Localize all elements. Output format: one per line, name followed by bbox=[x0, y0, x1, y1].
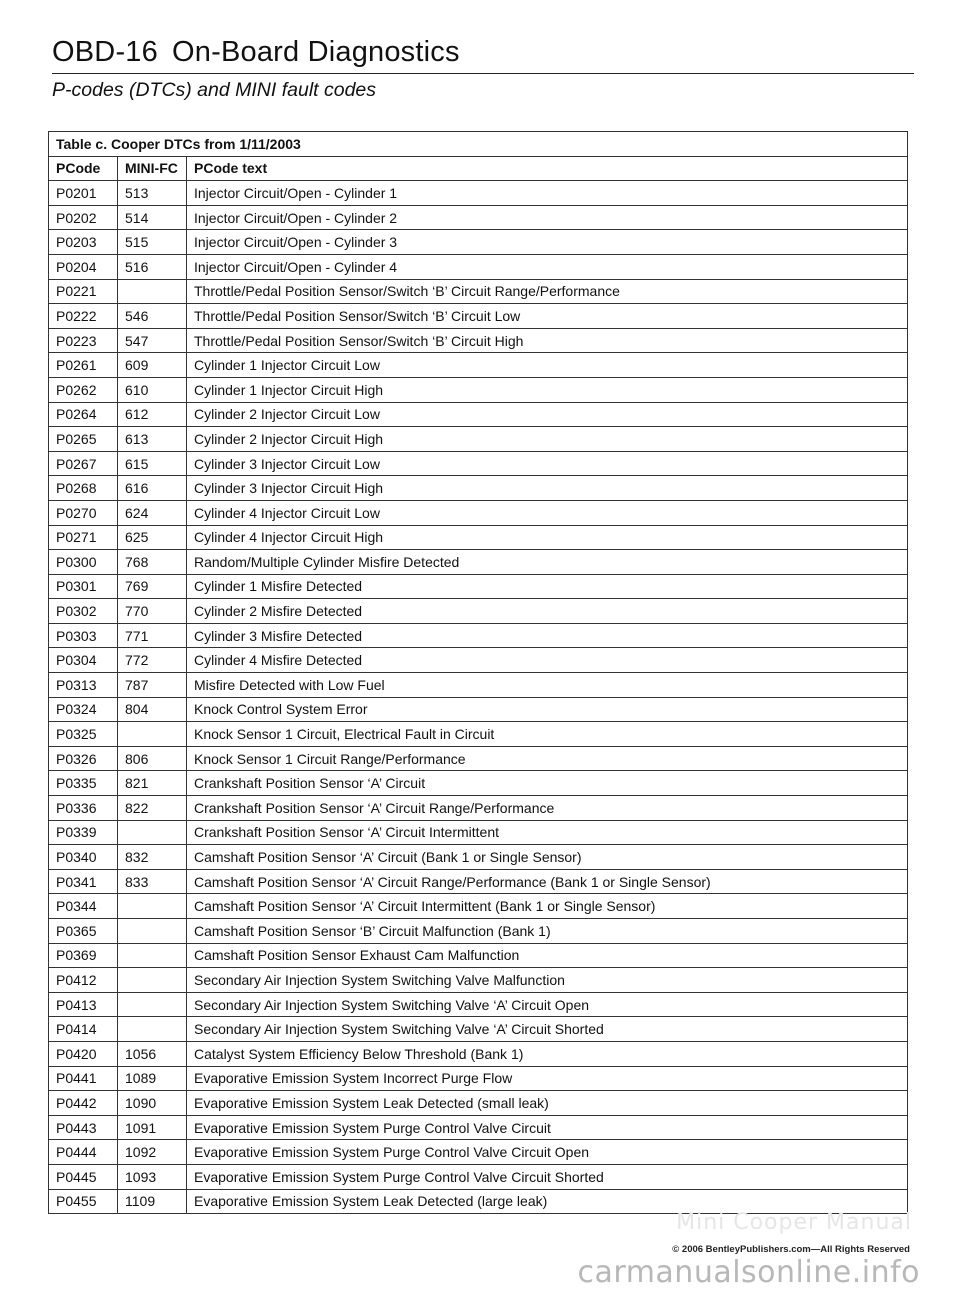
cell-pcode: P0444 bbox=[49, 1140, 118, 1165]
cell-pcode: P0223 bbox=[49, 328, 118, 353]
cell-pcode: P0202 bbox=[49, 205, 118, 230]
cell-pcode-text: Evaporative Emission System Purge Control Valve Circuit Shorted bbox=[187, 1164, 908, 1189]
table-row bbox=[49, 205, 908, 230]
cell-pcode-text: Evaporative Emission System Leak Detected (small leak) bbox=[187, 1091, 908, 1116]
cell-mini-fc: 513 bbox=[118, 181, 187, 206]
table-row bbox=[49, 599, 908, 624]
table-row bbox=[49, 771, 908, 796]
cell-pcode: P0270 bbox=[49, 500, 118, 525]
section-number: OBD-16 bbox=[52, 36, 158, 68]
page-subtitle: P-codes (DTCs) and MINI fault codes bbox=[52, 79, 377, 101]
cell-mini-fc: 514 bbox=[118, 205, 187, 230]
cell-pcode: P0365 bbox=[49, 919, 118, 944]
table-row bbox=[49, 353, 908, 378]
cell-pcode-text: Injector Circuit/Open - Cylinder 4 bbox=[187, 254, 908, 279]
cell-mini-fc: 822 bbox=[118, 796, 187, 821]
cell-pcode: P0420 bbox=[49, 1041, 118, 1066]
cell-pcode-text: Secondary Air Injection System Switching Valve ‘A’ Circuit Open bbox=[187, 992, 908, 1017]
cell-mini-fc: 625 bbox=[118, 525, 187, 550]
cell-pcode-text: Crankshaft Position Sensor ‘A’ Circuit Range/Performance bbox=[187, 796, 908, 821]
cell-pcode-text: Cylinder 3 Injector Circuit High bbox=[187, 476, 908, 501]
cell-mini-fc: 547 bbox=[118, 328, 187, 353]
cell-pcode-text: Cylinder 3 Injector Circuit Low bbox=[187, 451, 908, 476]
cell-mini-fc: 609 bbox=[118, 353, 187, 378]
cell-pcode: P0341 bbox=[49, 869, 118, 894]
cell-pcode: P0201 bbox=[49, 181, 118, 206]
cell-mini-fc: 1056 bbox=[118, 1041, 187, 1066]
table-row bbox=[49, 1017, 908, 1042]
cell-pcode: P0204 bbox=[49, 254, 118, 279]
cell-pcode: P0262 bbox=[49, 377, 118, 402]
cell-pcode-text: Camshaft Position Sensor ‘A’ Circuit Range/Performance (Bank 1 or Single Sensor) bbox=[187, 869, 908, 894]
cell-pcode-text: Camshaft Position Sensor Exhaust Cam Malfunction bbox=[187, 943, 908, 968]
cell-pcode-text: Cylinder 1 Injector Circuit High bbox=[187, 377, 908, 402]
cell-pcode: P0339 bbox=[49, 820, 118, 845]
cell-pcode-text: Throttle/Pedal Position Sensor/Switch ‘B’ Circuit Low bbox=[187, 304, 908, 329]
cell-mini-fc bbox=[118, 919, 187, 944]
cell-mini-fc: 1092 bbox=[118, 1140, 187, 1165]
table-row bbox=[49, 943, 908, 968]
table-row bbox=[49, 845, 908, 870]
header-divider bbox=[52, 73, 914, 74]
table-row bbox=[49, 697, 908, 722]
cell-pcode: P0336 bbox=[49, 796, 118, 821]
cell-mini-fc: 624 bbox=[118, 500, 187, 525]
cell-pcode: P0340 bbox=[49, 845, 118, 870]
table-row bbox=[49, 230, 908, 255]
table-row bbox=[49, 500, 908, 525]
table-row bbox=[49, 377, 908, 402]
cell-mini-fc: 1109 bbox=[118, 1189, 187, 1214]
cell-pcode: P0222 bbox=[49, 304, 118, 329]
table-row bbox=[49, 1091, 908, 1116]
table-caption-row bbox=[49, 132, 908, 157]
cell-pcode: P0324 bbox=[49, 697, 118, 722]
table-row bbox=[49, 574, 908, 599]
table-row bbox=[49, 328, 908, 353]
cell-pcode-text: Camshaft Position Sensor ‘A’ Circuit Intermittent (Bank 1 or Single Sensor) bbox=[187, 894, 908, 919]
table-row bbox=[49, 550, 908, 575]
cell-mini-fc bbox=[118, 722, 187, 747]
cell-pcode-text: Knock Sensor 1 Circuit, Electrical Fault in Circuit bbox=[187, 722, 908, 747]
site-stamp: carmanualsonline.info bbox=[577, 1255, 920, 1290]
table-row bbox=[49, 992, 908, 1017]
table-row bbox=[49, 476, 908, 501]
table-row bbox=[49, 1140, 908, 1165]
section-title: On-Board Diagnostics bbox=[172, 36, 460, 68]
cell-pcode: P0344 bbox=[49, 894, 118, 919]
cell-mini-fc: 613 bbox=[118, 427, 187, 452]
table-row bbox=[49, 919, 908, 944]
cell-mini-fc: 515 bbox=[118, 230, 187, 255]
table-row bbox=[49, 427, 908, 452]
table-row bbox=[49, 451, 908, 476]
cell-pcode-text: Camshaft Position Sensor ‘A’ Circuit (Bank 1 or Single Sensor) bbox=[187, 845, 908, 870]
table-row bbox=[49, 746, 908, 771]
cell-mini-fc: 787 bbox=[118, 673, 187, 698]
table-row bbox=[49, 1115, 908, 1140]
table-caption: Table c. Cooper DTCs from 1/11/2003 bbox=[49, 132, 908, 157]
cell-pcode-text: Crankshaft Position Sensor ‘A’ Circuit bbox=[187, 771, 908, 796]
cell-pcode: P0369 bbox=[49, 943, 118, 968]
cell-pcode-text: Knock Sensor 1 Circuit Range/Performance bbox=[187, 746, 908, 771]
cell-pcode-text: Cylinder 4 Injector Circuit High bbox=[187, 525, 908, 550]
cell-pcode: P0264 bbox=[49, 402, 118, 427]
cell-pcode-text: Cylinder 1 Injector Circuit Low bbox=[187, 353, 908, 378]
cell-pcode-text: Evaporative Emission System Purge Control Valve Circuit bbox=[187, 1115, 908, 1140]
cell-pcode-text: Random/Multiple Cylinder Misfire Detected bbox=[187, 550, 908, 575]
watermark-text: Mini Cooper Manual bbox=[676, 1210, 912, 1235]
cell-pcode-text: Evaporative Emission System Purge Control Valve Circuit Open bbox=[187, 1140, 908, 1165]
cell-pcode: P0300 bbox=[49, 550, 118, 575]
cell-pcode-text: Throttle/Pedal Position Sensor/Switch ‘B’ Circuit Range/Performance bbox=[187, 279, 908, 304]
cell-mini-fc bbox=[118, 1017, 187, 1042]
table-row bbox=[49, 820, 908, 845]
cell-mini-fc: 1093 bbox=[118, 1164, 187, 1189]
cell-mini-fc bbox=[118, 820, 187, 845]
cell-pcode: P0445 bbox=[49, 1164, 118, 1189]
cell-mini-fc bbox=[118, 894, 187, 919]
cell-pcode: P0302 bbox=[49, 599, 118, 624]
cell-mini-fc: 1091 bbox=[118, 1115, 187, 1140]
cell-mini-fc: 821 bbox=[118, 771, 187, 796]
cell-pcode-text: Camshaft Position Sensor ‘B’ Circuit Malfunction (Bank 1) bbox=[187, 919, 908, 944]
table-row bbox=[49, 894, 908, 919]
cell-pcode-text: Cylinder 3 Misfire Detected bbox=[187, 623, 908, 648]
cell-pcode: P0412 bbox=[49, 968, 118, 993]
cell-pcode: P0221 bbox=[49, 279, 118, 304]
cell-pcode-text: Cylinder 2 Misfire Detected bbox=[187, 599, 908, 624]
cell-mini-fc bbox=[118, 279, 187, 304]
cell-pcode: P0303 bbox=[49, 623, 118, 648]
cell-mini-fc: 804 bbox=[118, 697, 187, 722]
table-row bbox=[49, 623, 908, 648]
cell-mini-fc: 771 bbox=[118, 623, 187, 648]
cell-pcode-text: Cylinder 1 Misfire Detected bbox=[187, 574, 908, 599]
cell-pcode: P0261 bbox=[49, 353, 118, 378]
cell-pcode-text: Misfire Detected with Low Fuel bbox=[187, 673, 908, 698]
cell-pcode-text: Evaporative Emission System Leak Detected (large leak) bbox=[187, 1189, 908, 1214]
cell-pcode-text: Cylinder 2 Injector Circuit High bbox=[187, 427, 908, 452]
cell-pcode-text: Throttle/Pedal Position Sensor/Switch ‘B’ Circuit High bbox=[187, 328, 908, 353]
cell-mini-fc: 769 bbox=[118, 574, 187, 599]
cell-pcode: P0441 bbox=[49, 1066, 118, 1091]
cell-pcode: P0304 bbox=[49, 648, 118, 673]
cell-mini-fc: 772 bbox=[118, 648, 187, 673]
cell-pcode: P0267 bbox=[49, 451, 118, 476]
table-header-row bbox=[49, 156, 908, 181]
cell-pcode: P0413 bbox=[49, 992, 118, 1017]
table-row bbox=[49, 1066, 908, 1091]
table-row bbox=[49, 525, 908, 550]
cell-mini-fc: 546 bbox=[118, 304, 187, 329]
table-row bbox=[49, 648, 908, 673]
cell-pcode-text: Cylinder 4 Injector Circuit Low bbox=[187, 500, 908, 525]
table-row bbox=[49, 254, 908, 279]
table-row bbox=[49, 1041, 908, 1066]
column-header-mini-fc: MINI-FC bbox=[118, 156, 187, 181]
table-row bbox=[49, 181, 908, 206]
cell-mini-fc bbox=[118, 992, 187, 1017]
table-row bbox=[49, 279, 908, 304]
cell-mini-fc bbox=[118, 968, 187, 993]
cell-mini-fc: 770 bbox=[118, 599, 187, 624]
cell-pcode-text: Catalyst System Efficiency Below Threshold (Bank 1) bbox=[187, 1041, 908, 1066]
cell-pcode: P0442 bbox=[49, 1091, 118, 1116]
cell-mini-fc: 615 bbox=[118, 451, 187, 476]
cell-pcode: P0443 bbox=[49, 1115, 118, 1140]
table-row bbox=[49, 796, 908, 821]
cell-mini-fc: 1089 bbox=[118, 1066, 187, 1091]
copyright-notice: © 2006 BentleyPublishers.com—All Rights Reserved bbox=[672, 1244, 910, 1255]
cell-mini-fc: 833 bbox=[118, 869, 187, 894]
cell-mini-fc: 832 bbox=[118, 845, 187, 870]
page-title bbox=[52, 36, 460, 69]
cell-pcode-text: Injector Circuit/Open - Cylinder 2 bbox=[187, 205, 908, 230]
table-row bbox=[49, 869, 908, 894]
cell-pcode-text: Injector Circuit/Open - Cylinder 1 bbox=[187, 181, 908, 206]
cell-pcode-text: Injector Circuit/Open - Cylinder 3 bbox=[187, 230, 908, 255]
column-header-pcode: PCode bbox=[49, 156, 118, 181]
cell-mini-fc: 1090 bbox=[118, 1091, 187, 1116]
cell-mini-fc: 806 bbox=[118, 746, 187, 771]
cell-mini-fc: 516 bbox=[118, 254, 187, 279]
cell-pcode: P0325 bbox=[49, 722, 118, 747]
table-row bbox=[49, 1164, 908, 1189]
table-row bbox=[49, 304, 908, 329]
cell-pcode-text: Evaporative Emission System Incorrect Purge Flow bbox=[187, 1066, 908, 1091]
cell-pcode-text: Crankshaft Position Sensor ‘A’ Circuit Intermittent bbox=[187, 820, 908, 845]
cell-pcode: P0326 bbox=[49, 746, 118, 771]
table-row bbox=[49, 968, 908, 993]
table-row bbox=[49, 673, 908, 698]
table-row bbox=[49, 402, 908, 427]
cell-mini-fc: 610 bbox=[118, 377, 187, 402]
cell-pcode: P0414 bbox=[49, 1017, 118, 1042]
dtc-table bbox=[48, 131, 908, 1214]
cell-pcode-text: Cylinder 2 Injector Circuit Low bbox=[187, 402, 908, 427]
cell-mini-fc bbox=[118, 943, 187, 968]
cell-pcode: P0265 bbox=[49, 427, 118, 452]
cell-mini-fc: 768 bbox=[118, 550, 187, 575]
cell-pcode: P0301 bbox=[49, 574, 118, 599]
cell-pcode: P0335 bbox=[49, 771, 118, 796]
cell-pcode-text: Secondary Air Injection System Switching Valve ‘A’ Circuit Shorted bbox=[187, 1017, 908, 1042]
table-body bbox=[49, 181, 908, 1214]
cell-pcode: P0203 bbox=[49, 230, 118, 255]
cell-pcode: P0313 bbox=[49, 673, 118, 698]
cell-mini-fc: 616 bbox=[118, 476, 187, 501]
cell-pcode-text: Cylinder 4 Misfire Detected bbox=[187, 648, 908, 673]
cell-pcode: P0455 bbox=[49, 1189, 118, 1214]
table-row bbox=[49, 722, 908, 747]
cell-pcode-text: Secondary Air Injection System Switching Valve Malfunction bbox=[187, 968, 908, 993]
column-header-pcode-text: PCode text bbox=[187, 156, 908, 181]
cell-mini-fc: 612 bbox=[118, 402, 187, 427]
cell-pcode: P0268 bbox=[49, 476, 118, 501]
cell-pcode: P0271 bbox=[49, 525, 118, 550]
cell-pcode-text: Knock Control System Error bbox=[187, 697, 908, 722]
